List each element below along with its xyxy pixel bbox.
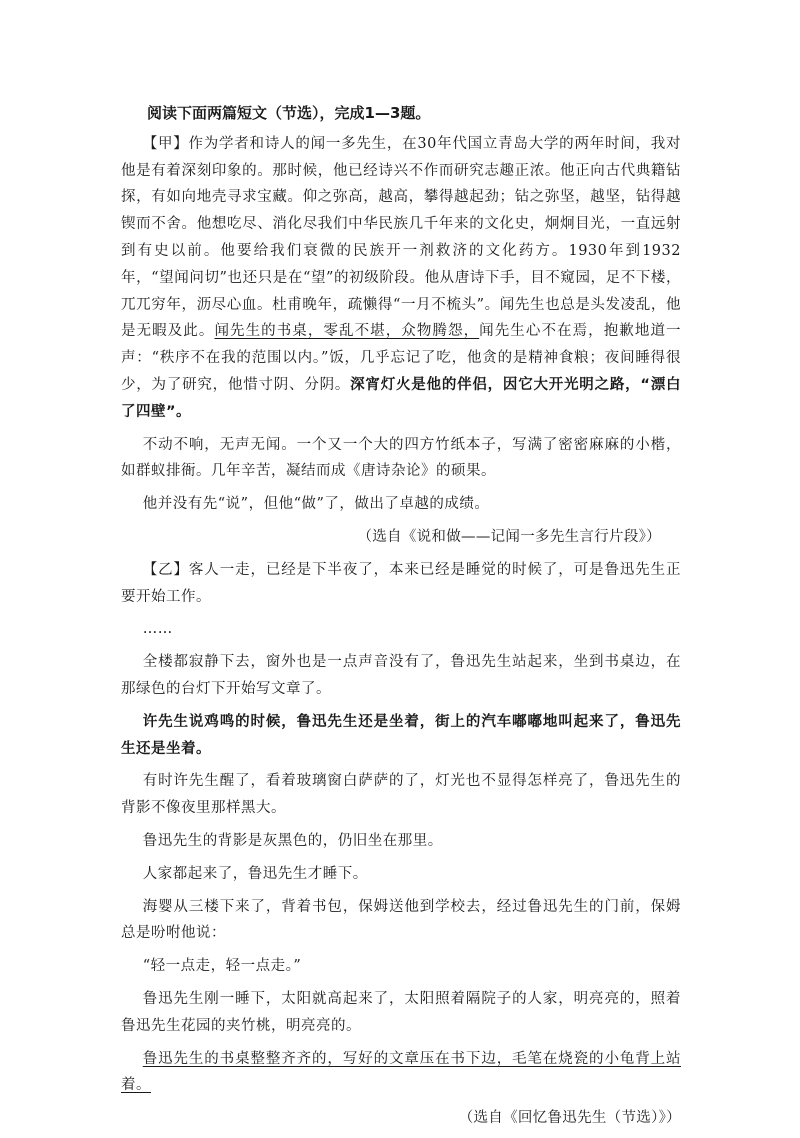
- passage-yi-source: （选自《回忆鲁迅先生（节选）》）: [458, 1110, 681, 1127]
- passage-yi-quote: “轻一点走，轻一点走。”: [142, 958, 302, 975]
- passage-yi-bold-paragraph: 许先生说鸡鸣的时候，鲁迅先生还是坐着，街上的汽车嘟嘟地叫起来了，鲁迅先生还是坐着。: [121, 713, 681, 757]
- passage-yi-ellipsis: ……: [142, 621, 173, 638]
- passage-jia-paragraph-2: 不动不响，无声无闻。一个又一个大的四方竹纸本子，写满了密密麻麻的小楷，如群蚁排衙。几年辛苦，凝结而成《唐诗杂论》的硕果。: [121, 436, 681, 480]
- passage-yi-paragraph-1: 【乙】客人一走，已经是下半夜了，本来已经是睡觉的时候了，可是鲁迅先生正要开始工作。: [121, 561, 681, 605]
- passage-yi-paragraph-4: 有时许先生醒了，看着玻璃窗白萨萨的了，灯光也不显得怎样亮了，鲁迅先生的背影不像夜里那样黑大。: [121, 773, 681, 817]
- passage-yi-paragraph-6: 人家都起来了，鲁迅先生才睡下。: [142, 865, 368, 882]
- passage-jia-source: （选自《说和做——记闻一多先生言行片段》）: [357, 528, 661, 545]
- passage-jia-paragraph-3: 他并没有先“说”，但他“做”了，做出了卓越的成绩。: [142, 496, 490, 513]
- passage-yi-paragraph-9: 鲁迅先生刚一睡下，太阳就高起来了，太阳照着隔院子的人家，明亮亮的，照着鲁迅先生花园的夹竹桃，明亮亮的。: [121, 990, 681, 1034]
- jia-text-2: 闻先生心不在焉，抱歉地道一声：“秩序不在我的范围以内。”饭，几乎忘记了吃，他贪的是精神食粮；夜间睡得很少，为了研究，他惜寸阴、分阴。: [121, 323, 682, 393]
- question-title: 阅读下面两篇短文（节选），完成1—3题。: [147, 104, 431, 122]
- jia-bold-sentence: 深宵灯火是他的伴侣，因它大开光明之路，“漂白了四壁”。: [121, 376, 681, 420]
- document-page: [121, 100, 681, 1138]
- passage-yi-paragraph-2: 全楼都寂静下去，窗外也是一点声音没有了，鲁迅先生站起来，坐到书桌边，在那绿色的台灯下开始写文章了。: [121, 654, 681, 697]
- passage-yi-paragraph-5: 鲁迅先生的背影是灰黑色的，仍旧坐在那里。: [142, 832, 443, 849]
- passage-jia-paragraph-1: [121, 131, 681, 426]
- jia-underlined-sentence: 闻先生的书桌，零乱不堪，众物腾怨，: [214, 323, 480, 340]
- jia-text-1: 【甲】作为学者和诗人的闻一多先生，在30年代国立青岛大学的两年时间，我对他是有着深刻印象的。那时候，他已经诗兴不作而研究志趣正浓。他正向古代典籍钻探，有如向地壳寻求宝藏。仰之弥高，越高，攀得越起劲；钻之弥坚，越坚，钻得越锲而不舍。他想吃尽、消化尽我们中华民族几千年来的文化史，炯炯目光，一直远射到有史以前。他要给我们衰微的民族开一剂救济的文化药方。1930年到1932年，“望闻问切”也还只是在“望”的初级阶段。他从唐诗下手，目不窥园，足不下楼，兀兀穷年，沥尽心血。杜甫晚年，疏懒得“一月不梳头”。闻先生也总是头发凌乱，他是无暇及此。: [121, 135, 681, 340]
- passage-yi-underlined-paragraph: 鲁迅先生的书桌整整齐齐的，写好的文章压在书下边，毛笔在烧瓷的小龟背上站着。: [121, 1050, 681, 1094]
- passage-yi-paragraph-7: 海婴从三楼下来了，背着书包，保姆送他到学校去，经过鲁迅先生的门前，保姆总是吩咐他说：: [121, 898, 681, 942]
